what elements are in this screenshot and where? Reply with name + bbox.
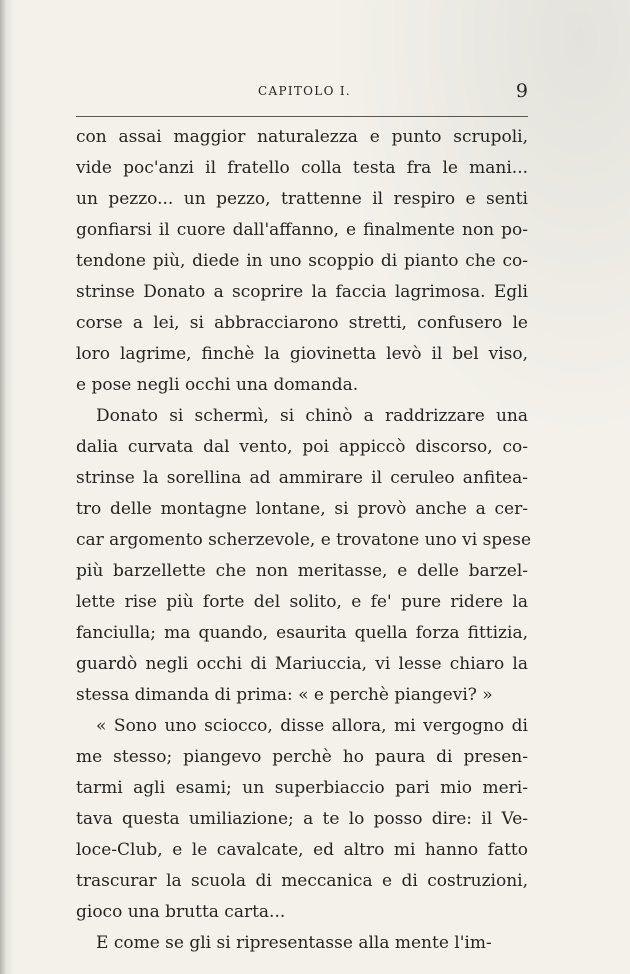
text-line: me stesso; piangevo perchè ho paura di presen- [76,747,528,767]
text-line: con assai maggior naturalezza e punto scrupoli, [76,127,528,147]
paragraph-start-line: E come se gli si ripresentasse alla mente l'im- [96,933,492,953]
text-line: trascurar la scuola di meccanica e di costruzioni, [76,871,528,891]
text-line: stessa dimanda di prima: « e perchè piangevi? » [76,685,493,705]
text-line: strinse la sorellina ad ammirare il ceruleo anfitea- [76,468,528,488]
text-line: loro lagrime, finchè la giovinetta levò il bel viso, [76,344,528,364]
text-line: un pezzo... un pezzo, trattenne il respiro e senti [76,189,528,209]
text-line: più barzellette che non meritasse, e delle barzel- [76,561,528,581]
running-head: CAPITOLO I. [258,84,351,98]
text-line: corse a lei, si abbracciarono stretti, confusero le [76,313,528,333]
paragraph-start-line: Donato si schermì, si chinò a raddrizzare una [96,406,528,426]
text-line: tarmi agli esami; un superbiaccio pari mio meri- [76,778,528,798]
text-line: loce-Club, e le cavalcate, ed altro mi hanno fatto [76,840,528,860]
page-header [76,82,528,108]
text-line: car argomento scherzevole, e trovatone uno vi spese [76,530,532,550]
page-number: 9 [515,80,528,102]
text-line: tro delle montagne lontane, si provò anche a cer- [76,499,528,519]
body-text [76,122,532,959]
text-line: gonfiarsi il cuore dall'affanno, e finalmente non po- [76,220,528,240]
text-line: e pose negli occhi una domanda. [76,375,359,395]
paragraph-start-line: « Sono uno sciocco, disse allora, mi vergogno di [96,716,528,736]
text-line: dalia curvata dal vento, poi appiccò discorso, co- [76,437,528,457]
text-line: guardò negli occhi di Mariuccia, vi lesse chiaro la [76,654,528,674]
text-line: gioco una brutta carta... [76,902,286,922]
text-line: lette rise più forte del solito, e fe' pure ridere la [76,592,528,612]
text-line: fanciulla; ma quando, esaurita quella forza fittizia, [76,623,528,643]
text-line: vide poc'anzi il fratello colla testa fra le mani... [76,158,528,178]
text-line: tava questa umiliazione; a te lo posso dire: il Ve- [76,809,528,829]
text-line: tendone più, diede in uno scoppio di pianto che co- [76,251,528,271]
text-line: strinse Donato a scoprire la faccia lagrimosa. Egli [76,282,528,302]
header-rule [76,116,528,117]
